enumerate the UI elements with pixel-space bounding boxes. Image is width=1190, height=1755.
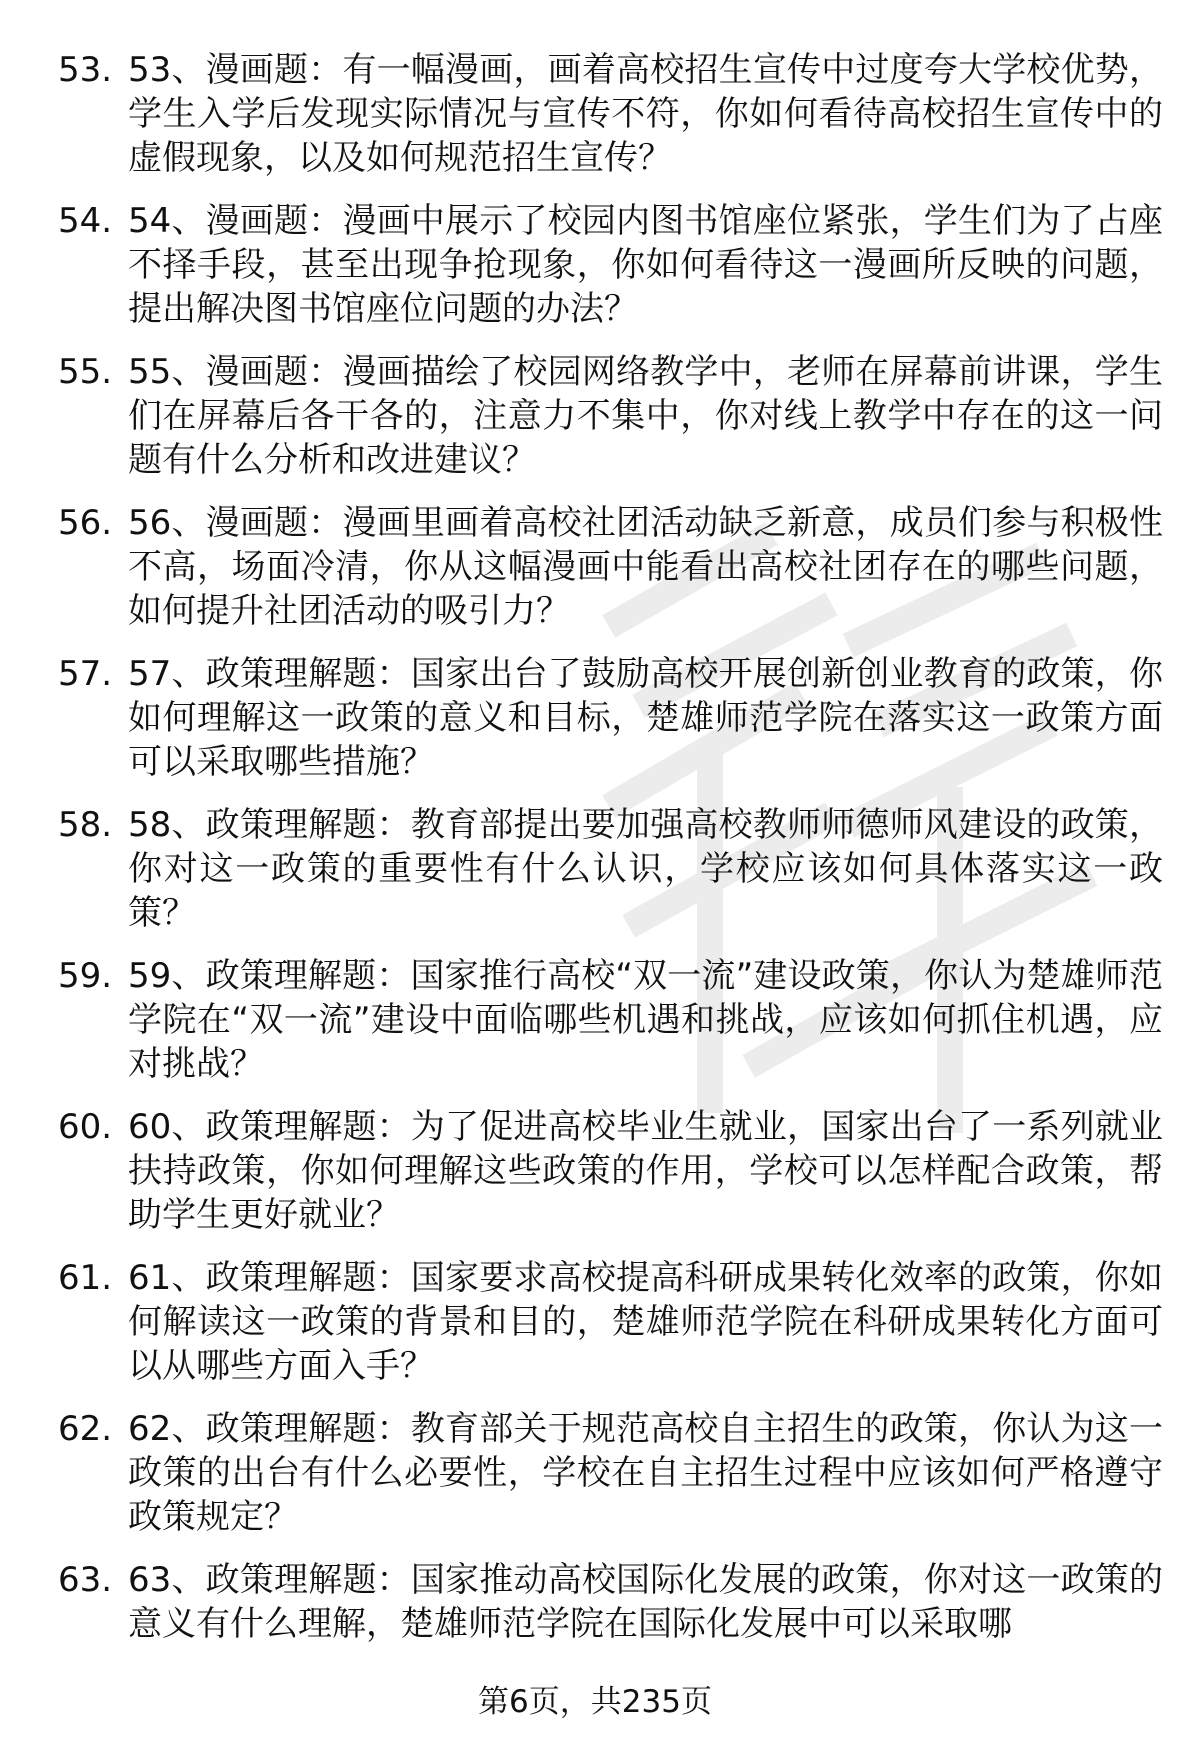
question-item — [0, 1407, 1190, 1539]
question-text: 60、政策理解题：为了促进高校毕业生就业，国家出台了一系列就业扶持政策，你如何理解这些政策的作用，学校可以怎样配合政策，帮助学生更好就业？ — [128, 1107, 1163, 1235]
question-item — [0, 652, 1190, 784]
question-text: 59、政策理解题：国家推行高校“双一流”建设政策，你认为楚雄师范学院在“双一流”建设中面临哪些机遇和挑战，应该如何抓住机遇，应对挑战？ — [128, 956, 1163, 1084]
question-item — [0, 48, 1190, 180]
question-text: 63、政策理解题：国家推动高校国际化发展的政策，你对这一政策的意义有什么理解，楚雄师范学院在国际化发展中可以采取哪 — [128, 1560, 1163, 1644]
question-number: 58. — [58, 805, 113, 845]
question-number: 62. — [58, 1409, 113, 1449]
question-number: 53. — [58, 50, 113, 90]
question-number: 54. — [58, 201, 113, 241]
question-number: 57. — [58, 654, 113, 694]
question-item — [0, 1105, 1190, 1237]
question-text: 53、漫画题：有一幅漫画，画着高校招生宣传中过度夸大学校优势，学生入学后发现实际情况与宣传不符，你如何看待高校招生宣传中的虚假现象，以及如何规范招生宣传？ — [128, 50, 1163, 178]
question-number: 56. — [58, 503, 113, 543]
question-text: 54、漫画题：漫画中展示了校园内图书馆座位紧张，学生们为了占座不择手段，甚至出现争抢现象，你如何看待这一漫画所反映的问题，提出解决图书馆座位问题的办法？ — [128, 201, 1163, 329]
question-number: 59. — [58, 956, 113, 996]
question-list — [0, 48, 1190, 1665]
question-item — [0, 501, 1190, 633]
question-text: 56、漫画题：漫画里画着高校社团活动缺乏新意，成员们参与积极性不高，场面冷清，你从这幅漫画中能看出高校社团存在的哪些问题，如何提升社团活动的吸引力？ — [128, 503, 1163, 631]
question-text: 61、政策理解题：国家要求高校提高科研成果转化效率的政策，你如何解读这一政策的背景和目的，楚雄师范学院在科研成果转化方面可以从哪些方面入手？ — [128, 1258, 1163, 1386]
question-number: 55. — [58, 352, 113, 392]
question-text: 57、政策理解题：国家出台了鼓励高校开展创新创业教育的政策，你如何理解这一政策的意义和目标，楚雄师范学院在落实这一政策方面可以采取哪些措施？ — [128, 654, 1163, 782]
question-text: 55、漫画题：漫画描绘了校园网络教学中，老师在屏幕前讲课，学生们在屏幕后各干各的，注意力不集中，你对线上教学中存在的这一问题有什么分析和改进建议？ — [128, 352, 1163, 480]
question-number: 63. — [58, 1560, 113, 1600]
question-item — [0, 1256, 1190, 1388]
question-item — [0, 350, 1190, 482]
page-footer — [0, 1682, 1190, 1722]
page-number-label: 第6页，共235页 — [478, 1684, 712, 1720]
question-item — [0, 803, 1190, 935]
question-number: 60. — [58, 1107, 113, 1147]
question-item — [0, 1558, 1190, 1646]
question-item — [0, 199, 1190, 331]
question-item — [0, 954, 1190, 1086]
question-text: 62、政策理解题：教育部关于规范高校自主招生的政策，你认为这一政策的出台有什么必要性，学校在自主招生过程中应该如何严格遵守政策规定？ — [128, 1409, 1163, 1537]
question-number: 61. — [58, 1258, 113, 1298]
question-text: 58、政策理解题：教育部提出要加强高校教师师德师风建设的政策，你对这一政策的重要性有什么认识，学校应该如何具体落实这一政策？ — [128, 805, 1163, 933]
